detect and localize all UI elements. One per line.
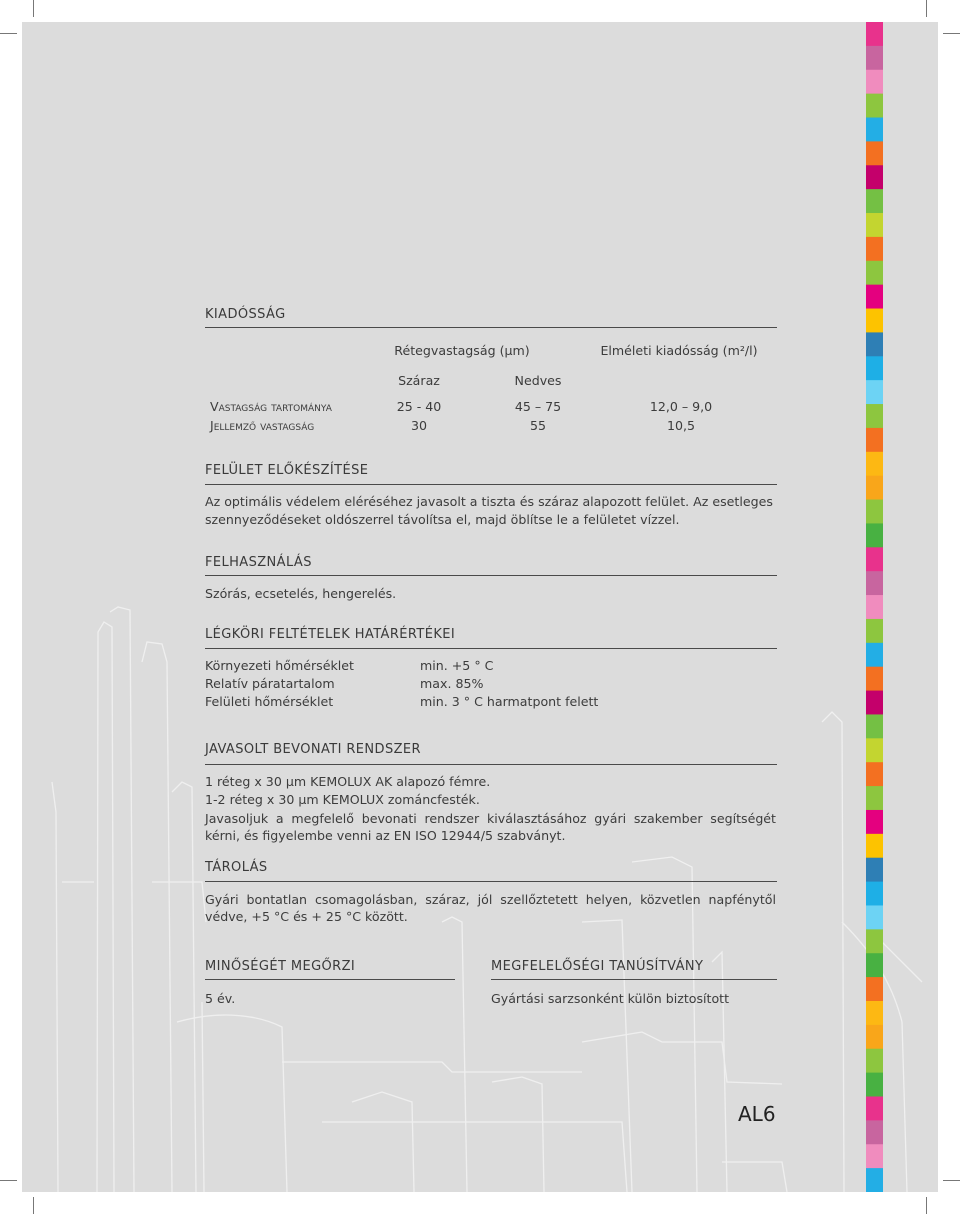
stripe-segment xyxy=(866,118,883,142)
system-line: kérni, és figyelembe venni az EN ISO 12944/5 szabványt. xyxy=(205,828,566,843)
shelf-life-value: 5 év. xyxy=(205,991,236,1006)
section-rule xyxy=(491,979,777,980)
condition-value: min. 3 ° C harmatpont felett xyxy=(420,694,599,709)
stripe-segment xyxy=(866,285,883,309)
storage-line: Gyári bontatlan csomagolásban, száraz, jól szellőztetett helyen, közvetlen napfénytől xyxy=(205,892,776,907)
stripe-segment xyxy=(866,1144,883,1168)
system-line: 1-2 réteg x 30 µm KEMOLUX zománcfesték. xyxy=(205,792,480,807)
dry-value: 25 - 40 xyxy=(396,399,442,414)
stripe-segment xyxy=(866,691,883,715)
stripe-segment xyxy=(866,404,883,428)
stripe-segment xyxy=(866,1120,883,1144)
condition-value: min. +5 ° C xyxy=(420,658,494,673)
section-rule xyxy=(205,327,777,328)
stripe-segment xyxy=(866,595,883,619)
stripe-segment xyxy=(866,332,883,356)
stripe-segment xyxy=(866,953,883,977)
section-title-surface-prep: FELÜLET ELŐKÉSZÍTÉSE xyxy=(205,463,369,478)
dry-value: 30 xyxy=(410,418,428,433)
crop-mark xyxy=(0,33,17,34)
condition-label: Környezeti hőmérséklet xyxy=(205,658,354,673)
stripe-segment xyxy=(866,94,883,118)
stripe-segment xyxy=(866,500,883,524)
surface-prep-line: Az optimális védelem eléréséhez javasolt a tiszta és száraz alapozott felület. Az esetleges xyxy=(205,494,773,509)
industrial-skyline-illustration xyxy=(22,22,938,1192)
wet-value: 45 – 75 xyxy=(514,399,562,414)
stripe-segment xyxy=(866,619,883,643)
stripe-segment xyxy=(866,1168,883,1192)
storage-text xyxy=(205,891,776,910)
crop-mark xyxy=(943,33,960,34)
yield-value: 12,0 – 9,0 xyxy=(649,399,713,414)
section-title-usage: FELHASZNÁLÁS xyxy=(205,555,312,570)
section-title-conditions: LÉGKÖRI FELTÉTELEK HATÁRÉRTÉKEI xyxy=(205,627,456,642)
stripe-segment xyxy=(866,1073,883,1097)
stripe-segment xyxy=(866,929,883,953)
section-rule xyxy=(205,648,777,649)
stripe-segment xyxy=(866,977,883,1001)
subheader-wet: Nedves xyxy=(514,373,562,388)
section-title-certificate: MEGFELELŐSÉGI TANÚSÍTVÁNY xyxy=(491,959,704,974)
stripe-segment xyxy=(866,476,883,500)
section-title-system: JAVASOLT BEVONATI RENDSZER xyxy=(205,742,421,757)
section-title-yield: KIADÓSSÁG xyxy=(205,307,286,322)
stripe-segment xyxy=(866,70,883,94)
stripe-segment xyxy=(866,452,883,476)
stripe-segment xyxy=(866,22,883,46)
section-title-storage: TÁROLÁS xyxy=(205,860,268,875)
stripe-segment xyxy=(866,261,883,285)
stripe-segment xyxy=(866,714,883,738)
section-rule xyxy=(205,484,777,485)
stripe-segment xyxy=(866,643,883,667)
stripe-segment xyxy=(866,1096,883,1120)
stripe-segment xyxy=(866,1049,883,1073)
system-line: Javasoljuk a megfelelő bevonati rendszer kiválasztásához gyári szakember segítségét xyxy=(205,811,776,826)
stripe-segment xyxy=(866,141,883,165)
column-header-yield: Elméleti kiadósság (m²/l) xyxy=(600,343,758,358)
section-rule xyxy=(205,881,777,882)
condition-value: max. 85% xyxy=(420,676,484,691)
section-rule xyxy=(205,764,777,765)
stripe-segment xyxy=(866,380,883,404)
surface-prep-line: szennyeződéseket oldószerrel távolítsa el, majd öblítse le a felületet vízzel. xyxy=(205,512,680,527)
datasheet-page xyxy=(22,22,938,1192)
stripe-segment xyxy=(866,165,883,189)
stripe-segment xyxy=(866,189,883,213)
stripe-segment xyxy=(866,356,883,380)
wet-value: 55 xyxy=(529,418,547,433)
condition-label: Felületi hőmérséklet xyxy=(205,694,334,709)
color-stripe xyxy=(866,22,883,1192)
crop-mark xyxy=(0,1180,17,1181)
crop-mark xyxy=(33,0,34,17)
storage-line: védve, +5 °C és + 25 °C között. xyxy=(205,909,408,924)
stripe-segment xyxy=(866,667,883,691)
section-rule xyxy=(205,979,455,980)
stripe-segment xyxy=(866,858,883,882)
certificate-value: Gyártási sarzsonként külön biztosított xyxy=(491,991,730,1006)
stripe-segment xyxy=(866,523,883,547)
stripe-segment xyxy=(866,547,883,571)
column-header-thickness: Rétegvastagság (µm) xyxy=(394,343,530,358)
crop-mark xyxy=(926,1197,927,1214)
system-line: 1 réteg x 30 µm KEMOLUX AK alapozó fémre. xyxy=(205,774,491,789)
stripe-segment xyxy=(866,810,883,834)
yield-value: 10,5 xyxy=(666,418,696,433)
crop-mark xyxy=(943,1180,960,1181)
stripe-segment xyxy=(866,1001,883,1025)
stripe-segment xyxy=(866,786,883,810)
stripe-segment xyxy=(866,571,883,595)
stripe-segment xyxy=(866,762,883,786)
condition-label: Relatív páratartalom xyxy=(205,676,335,691)
usage-text: Szórás, ecsetelés, hengerelés. xyxy=(205,586,397,601)
stripe-segment xyxy=(866,309,883,333)
crop-mark xyxy=(33,1197,34,1214)
section-rule xyxy=(205,575,777,576)
crop-mark xyxy=(926,0,927,17)
product-code: AL6 xyxy=(738,1102,776,1126)
row-label: Vastagság tartománya xyxy=(210,399,332,414)
stripe-segment xyxy=(866,1025,883,1049)
section-title-shelf-life: MINŐSÉGÉT MEGŐRZI xyxy=(205,959,356,974)
subheader-dry: Száraz xyxy=(398,373,440,388)
stripe-segment xyxy=(866,46,883,70)
stripe-segment xyxy=(866,834,883,858)
system-recommendation xyxy=(205,810,776,829)
stripe-segment xyxy=(866,237,883,261)
stripe-segment xyxy=(866,905,883,929)
stripe-segment xyxy=(866,882,883,906)
stripe-segment xyxy=(866,738,883,762)
row-label: Jellemző vastagság xyxy=(210,418,315,433)
stripe-segment xyxy=(866,428,883,452)
stripe-segment xyxy=(866,213,883,237)
